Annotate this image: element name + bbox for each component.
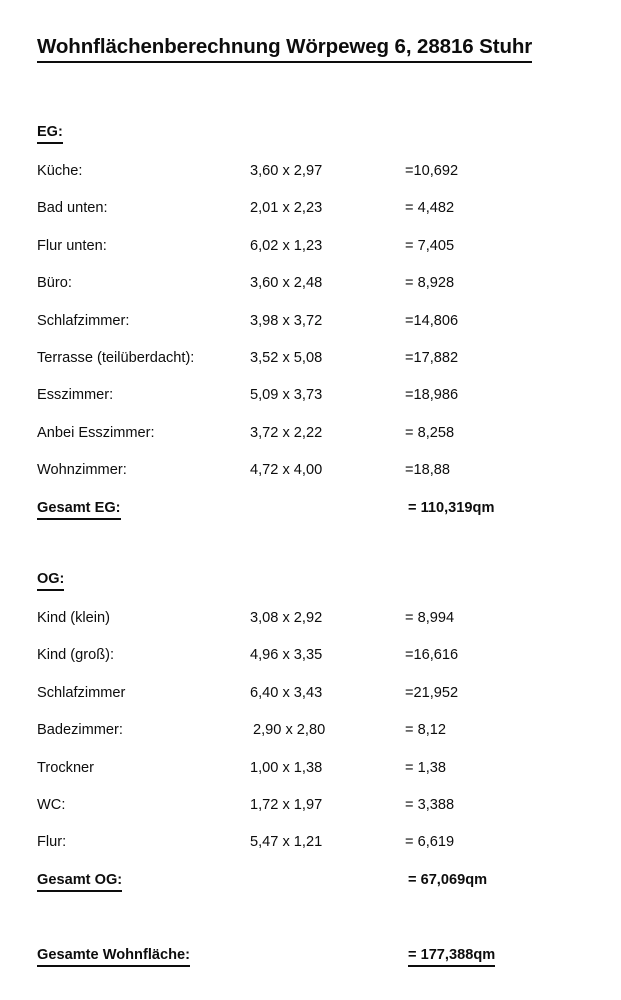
room-dimensions: 6,02 x 1,23 [250, 237, 323, 254]
room-area-value: = 8,994 [405, 610, 455, 626]
section-heading-og: OG: [37, 569, 64, 591]
room-label: Anbei Esszimmer: [37, 424, 155, 441]
room-row [0, 385, 621, 422]
room-dimensions: 3,72 x 2,22 [250, 424, 323, 441]
room-dimensions: 3,52 x 5,08 [250, 349, 323, 366]
room-label: Flur unten: [37, 237, 107, 254]
room-area-value: =21,952 [405, 684, 459, 701]
room-row [0, 311, 621, 348]
room-label: Badezimmer: [37, 722, 123, 739]
room-row [0, 683, 621, 720]
room-dimensions: 2,90 x 2,80 [253, 722, 326, 739]
section-og [0, 569, 621, 907]
room-label: Büro: [37, 275, 72, 292]
room-list-eg [0, 161, 621, 498]
room-row [0, 795, 621, 832]
room-row [0, 608, 621, 645]
room-row [0, 423, 621, 460]
room-label: Schlafzimmer: [37, 312, 130, 329]
room-label: Terrasse (teilüberdacht): [37, 349, 195, 366]
room-label: Kind (groß): [37, 647, 115, 664]
grand-total-row [0, 945, 621, 982]
room-dimensions: 5,47 x 1,21 [250, 834, 323, 851]
room-label: Flur: [37, 834, 67, 851]
section-eg [0, 122, 621, 535]
room-area-value: = 8,928 [405, 275, 455, 292]
room-dimensions: 2,01 x 2,23 [250, 200, 323, 217]
room-row [0, 720, 621, 757]
room-dimensions: 5,09 x 3,73 [250, 387, 323, 404]
room-row [0, 236, 621, 273]
total-label-eg: Gesamt EG: [37, 498, 121, 520]
room-row [0, 832, 621, 869]
room-area-value: = 6,619 [405, 834, 455, 851]
total-row-eg [0, 498, 621, 535]
total-value-eg: = 110,319qm [408, 499, 495, 516]
room-area-value: =16,616 [405, 647, 459, 664]
room-dimensions: 6,40 x 3,43 [250, 684, 323, 701]
room-row [0, 198, 621, 235]
room-area-value: = 4,482 [405, 200, 455, 217]
room-row [0, 161, 621, 198]
grand-total-label: Gesamte Wohnfläche: [37, 945, 190, 967]
room-label: WC: [37, 796, 66, 813]
room-row [0, 348, 621, 385]
room-dimensions: 1,72 x 1,97 [250, 796, 323, 813]
room-area-value: = 8,258 [405, 424, 455, 441]
room-label: Trockner [37, 759, 95, 776]
room-row [0, 460, 621, 497]
grand-total-value: = 177,388qm [408, 945, 495, 967]
room-area-value: = 7,405 [405, 237, 455, 254]
room-area-value: =10,692 [405, 163, 459, 179]
total-value-og: = 67,069qm [408, 871, 488, 888]
room-dimensions: 4,96 x 3,35 [250, 647, 323, 664]
room-list-og [0, 608, 621, 870]
room-label: Esszimmer: [37, 387, 114, 404]
room-dimensions: 3,98 x 3,72 [250, 312, 323, 329]
room-area-value: = 8,12 [405, 722, 446, 739]
room-dimensions: 3,60 x 2,97 [250, 163, 323, 179]
room-row [0, 273, 621, 310]
room-dimensions: 3,08 x 2,92 [250, 610, 323, 626]
room-area-value: = 3,388 [405, 796, 455, 813]
room-label: Schlafzimmer [37, 684, 126, 701]
room-row [0, 645, 621, 682]
room-dimensions: 3,60 x 2,48 [250, 275, 323, 292]
room-area-value: = 1,38 [405, 759, 446, 776]
page-title: Wohnflächenberechnung Wörpeweg 6, 28816 Stuhr [37, 34, 532, 63]
total-row-og [0, 870, 621, 907]
room-area-value: =17,882 [405, 349, 459, 366]
room-row [0, 758, 621, 795]
room-label: Küche: [37, 163, 83, 179]
total-label-og: Gesamt OG: [37, 870, 122, 892]
room-label: Kind (klein) [37, 610, 110, 626]
room-area-value: =18,88 [405, 462, 451, 479]
room-label: Bad unten: [37, 200, 108, 217]
room-dimensions: 4,72 x 4,00 [250, 462, 323, 479]
room-area-value: =18,986 [405, 387, 459, 404]
room-dimensions: 1,00 x 1,38 [250, 759, 323, 776]
room-area-value: =14,806 [405, 312, 459, 329]
room-label: Wohnzimmer: [37, 462, 127, 479]
section-heading-eg: EG: [37, 122, 63, 144]
